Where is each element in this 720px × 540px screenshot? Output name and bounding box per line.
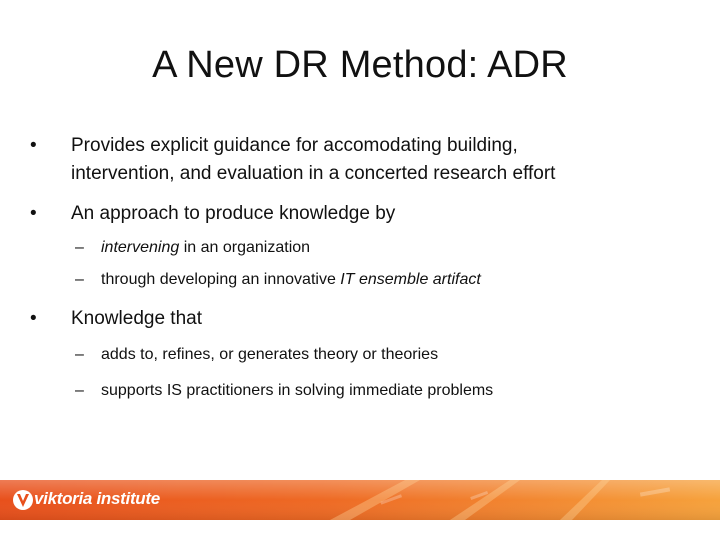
sub-bullet-text: supports IS practitioners in solving immediate problems: [101, 382, 494, 399]
bullet-text: An approach to produce knowledge by: [71, 203, 396, 224]
sub-bullet-text: adds to, refines, or generates theory or theories: [101, 346, 439, 363]
footer-bar: [0, 480, 720, 520]
bullet-line-2: intervention, and evaluation in a concerted research effort: [71, 163, 556, 184]
sub-text-rest: in an organization: [179, 239, 311, 256]
bullet-icon: •: [30, 203, 37, 224]
bullet-text: Knowledge that: [71, 308, 202, 329]
bullet-icon: •: [30, 308, 37, 329]
dash-icon: –: [75, 346, 84, 363]
slide-title: A New DR Method: ADR: [152, 44, 568, 86]
emphasis-text: IT ensemble artifact: [340, 271, 481, 288]
dash-icon: –: [75, 382, 84, 399]
bullet-line-1: Provides explicit guidance for accomodating building,: [71, 135, 518, 156]
sub-bullet-text: [101, 269, 481, 291]
sub-text-pre: through developing an innovative: [101, 271, 341, 288]
dash-icon: –: [75, 271, 84, 288]
bullet-icon: •: [30, 135, 37, 156]
dash-icon: –: [75, 239, 84, 256]
emphasis-text: intervening: [101, 239, 180, 256]
logo-text: viktoria institute: [34, 489, 160, 508]
sub-bullet-text: [101, 237, 310, 259]
viktoria-logo-icon: [13, 490, 33, 510]
bullet-text: [71, 132, 671, 188]
